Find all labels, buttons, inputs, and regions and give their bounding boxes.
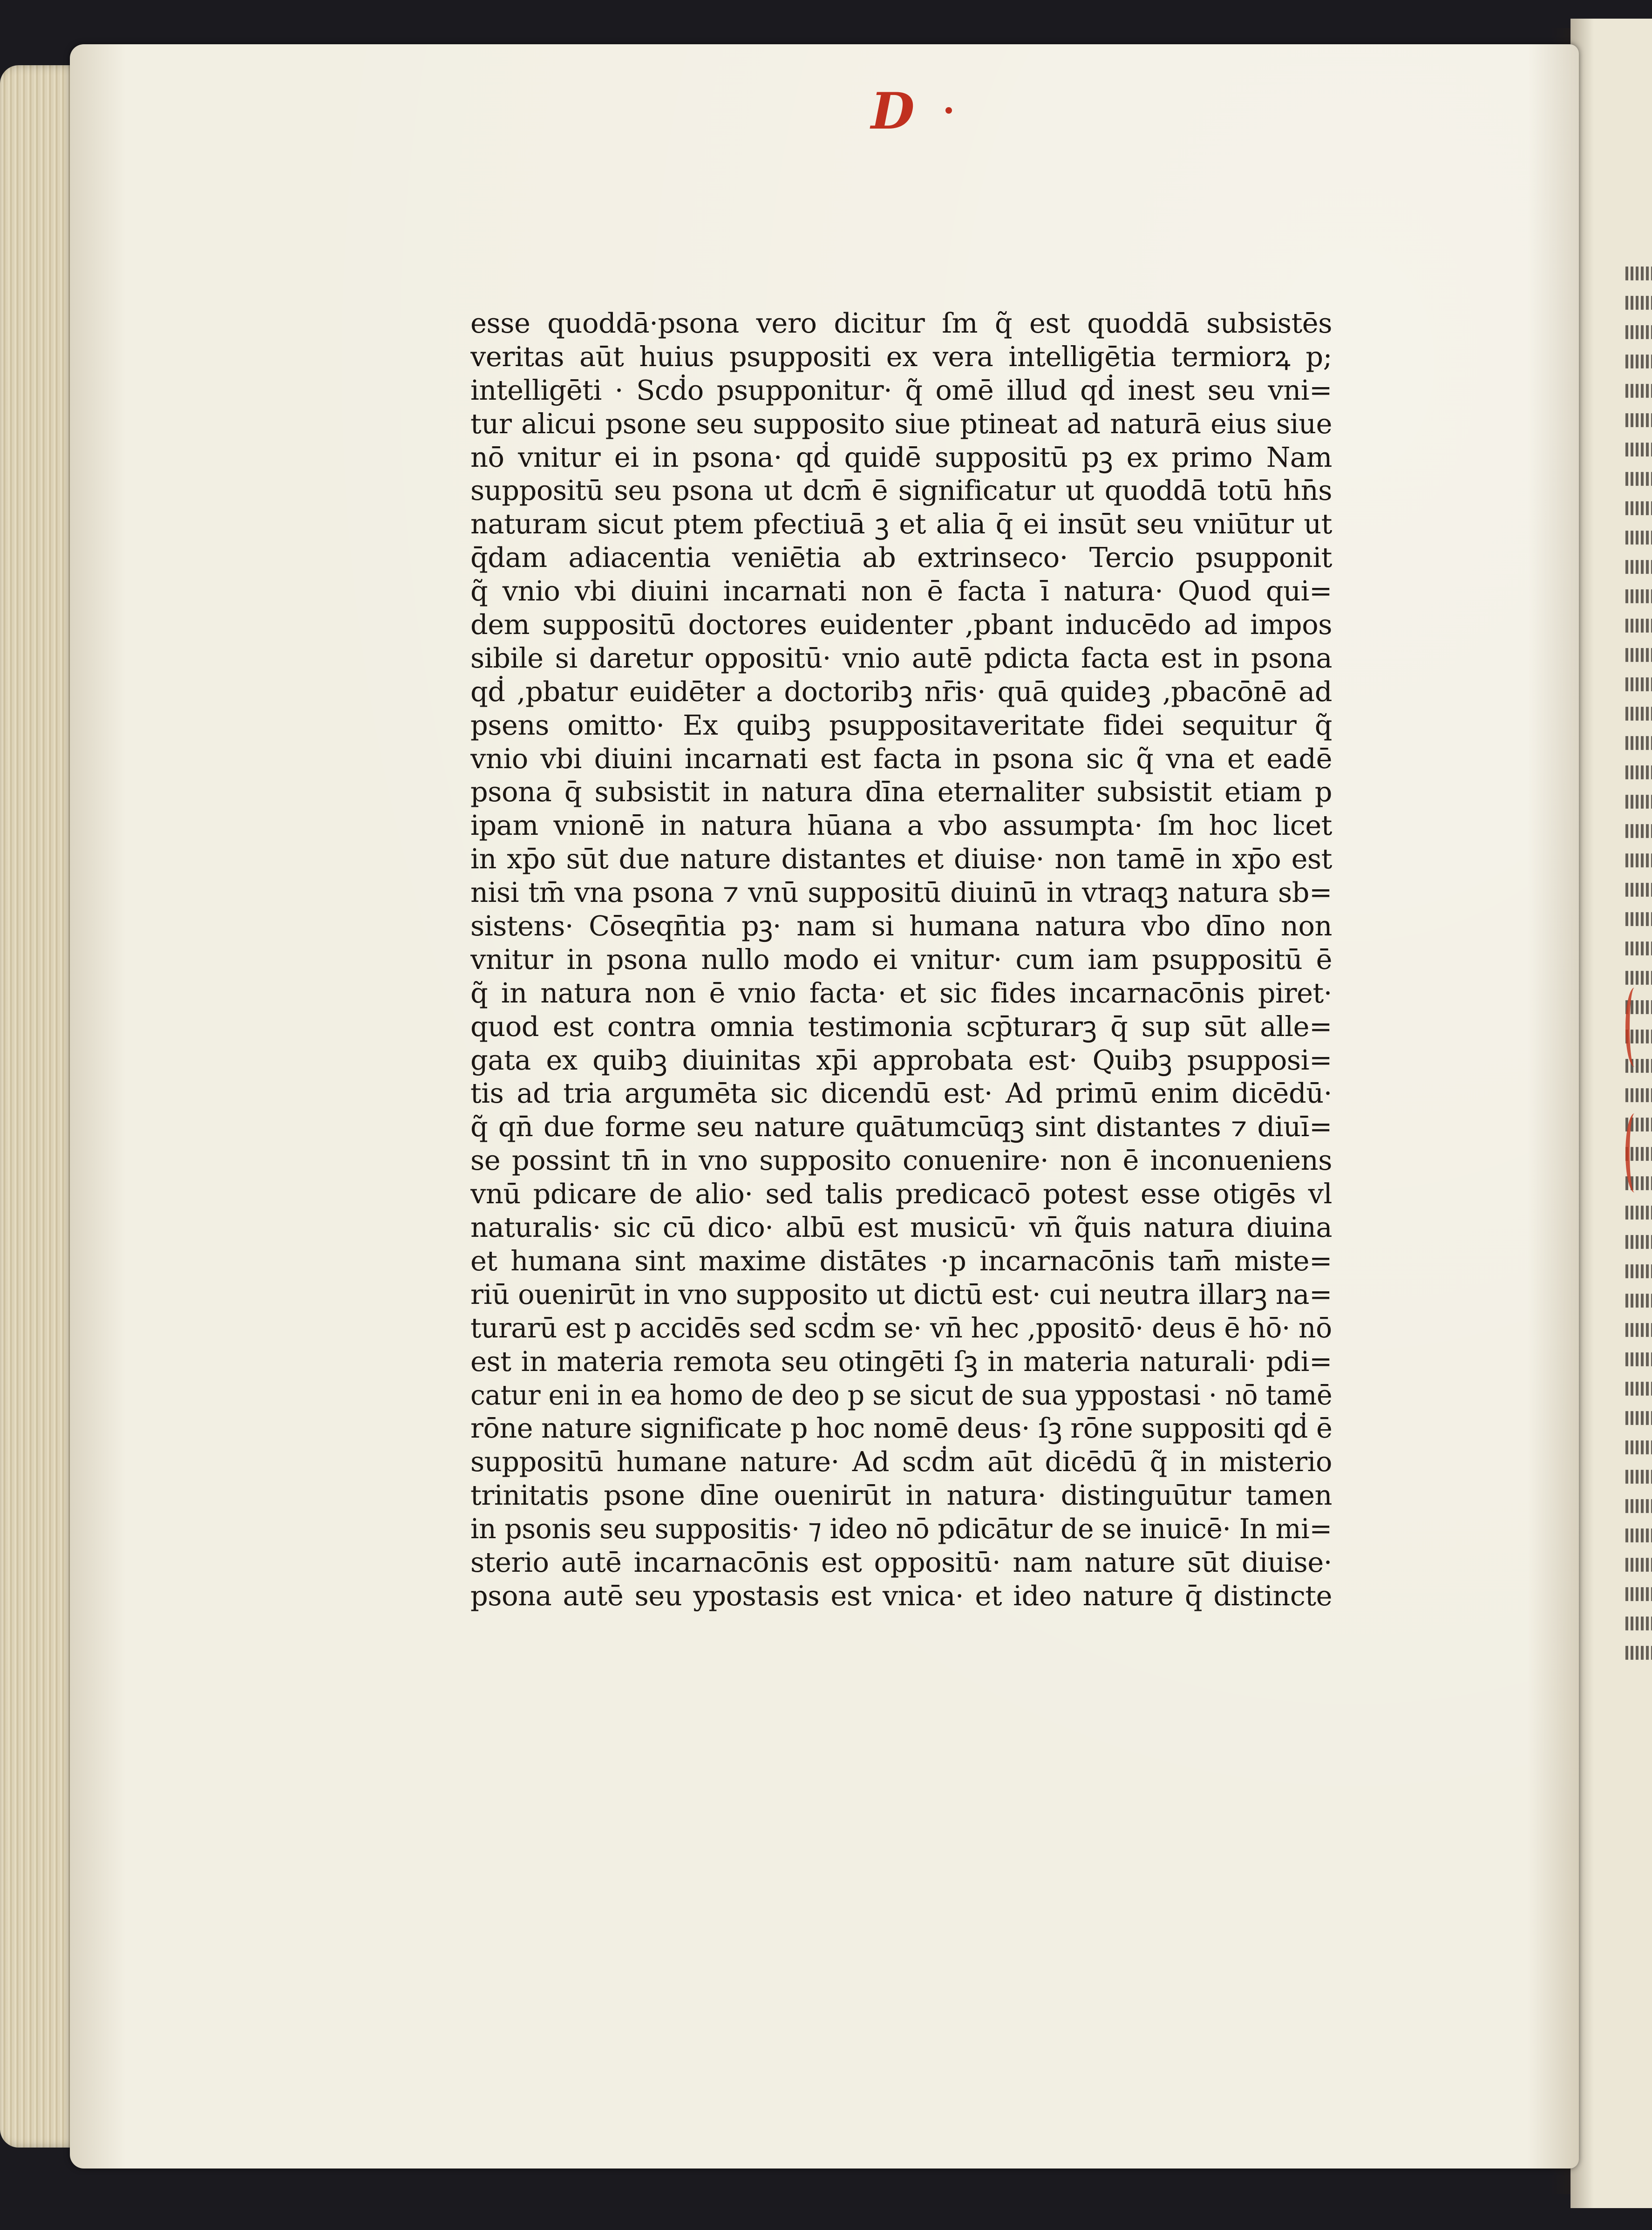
text-line: trinitatis psone dīne ouenirūt in natura· distinguūtur tamen (470, 1479, 1332, 1512)
text-line: in xp̄o sūt due nature distantes et diuise· non tamē in xp̄o est (470, 843, 1332, 875)
text-line: et humana sint maxime distātes ·p incarnacōnis tam̄ miste= (470, 1244, 1332, 1277)
text-line: tur alicui psone seu supposito siue ptineat ad naturā eius siue (470, 407, 1332, 440)
text-line: rōne nature significate p hoc nomē deus· ſꝫ rōne suppositi qḋ ē (470, 1412, 1332, 1445)
text-line: se possint tn̄ in vno supposito conuenire· non ē inconueniens (470, 1144, 1332, 1177)
facing-rubric-mark (1625, 988, 1644, 1067)
text-block (470, 307, 1332, 1613)
text-line: veritas aūt huius psuppositi ex vera intelligētia termiorꝝ p; (470, 340, 1332, 373)
text-line: qḋ ,pbatur euidēter a doctoribꝫ nr̄is· quā quideꝫ ,pbacōnē ad (470, 675, 1332, 708)
text-line: suppositū seu psona ut dcm̄ ē significatur ut quoddā totū hn̄s (470, 474, 1332, 507)
facing-page-text (1625, 261, 1652, 1705)
text-line: psona autē seu ypostasis est vnica· et ideo nature q̄ distincte (470, 1579, 1332, 1612)
text-line: naturam sicut ptem pfectiuā ꝫ et alia q̄ ei insūt seu vniūtur ut (470, 508, 1332, 540)
text-line: sibile si daretur oppositū· vnio autē pdicta facta est in psona (470, 641, 1332, 674)
text-line: sistens· Cōseqn̄tia pꝫ· nam si humana natura vbo dīno non (470, 910, 1332, 942)
text-line: est in materia remota seu otingēti ſꝫ in materia naturali· pdi= (470, 1345, 1332, 1378)
text-line: q̃ in natura non ē vnio facta· et sic fides incarnacōnis piret· (470, 976, 1332, 1009)
text-line: nisi tm̄ vna psona ⁊ vnū suppositū diuinū in vtraqꝫ natura sb= (470, 876, 1332, 909)
text-line: riū ouenirūt in vno supposito ut dictū est· cui neutra illarꝫ na= (470, 1278, 1332, 1310)
text-line: psona q̄ subsistit in natura dīna eternaliter subsistit etiam p (470, 776, 1332, 808)
facing-page (1570, 19, 1652, 2208)
text-line: q̄dam adiacentia veniētia ab extrinseco· Tercio psupponit (470, 541, 1332, 574)
text-line: vnitur in psona nullo modo ei vnitur· cum iam psuppositū ē (470, 943, 1332, 975)
text-line: in psonis seu suppositis· ⁊ ideo nō pdicātur de se inuicē· In mi= (470, 1513, 1332, 1545)
text-line: quod est contra omnia testimonia scp̄turarꝫ q̄ sup sūt alle= (470, 1010, 1332, 1043)
text-line: catur eni in ea homo de deo p se sicut de sua yppostasi · nō tamē (470, 1378, 1332, 1411)
text-line: esse quoddā·psona vero dicitur ſm q̃ est quoddā subsistēs (470, 307, 1332, 339)
text-line: vnio vbi diuini incarnati est facta in psona sic q̃ vna et eadē (470, 742, 1332, 775)
text-line: dem suppositū doctores euidenter ,pbant inducēdo ad impos (470, 608, 1332, 641)
text-line: suppositū humane nature· Ad scḋm aūt dicēdū q̃ in misterio (470, 1446, 1332, 1478)
text-line: psens omitto· Ex quibꝫ psuppositaveritate fidei sequitur q̃ (470, 709, 1332, 741)
text-line: q̃ qn̄ due forme seu nature quātumcūqꝫ sint distantes ⁊ diuī= (470, 1111, 1332, 1143)
text-line: intelligēti · Scḋo psupponitur· q̃ omē illud qḋ inest seu vni= (470, 374, 1332, 406)
signature-dot (945, 107, 952, 114)
text-line: sterio autē incarnacōnis est oppositū· nam nature sūt diuise· (470, 1546, 1332, 1578)
text-line: nō vnitur ei in psona· qḋ quidē suppositū pꝫ ex primo Nam (470, 441, 1332, 473)
facing-rubric-mark (1625, 1113, 1644, 1193)
text-line: tis ad tria argumēta sic dicendū est· Ad primū enim dicēdū· (470, 1077, 1332, 1110)
quire-signature: D (871, 82, 915, 141)
text-line: gata ex quibꝫ diuinitas xp̄i approbata est· Quibꝫ psupposi= (470, 1043, 1332, 1076)
text-line: vnū pdicare de alio· sed talis predicacō potest esse otigēs vl (470, 1178, 1332, 1210)
text-line: turarū est p accidēs sed scḋm se· vn̄ hec ,ppositō· deus ē hō· nō (470, 1311, 1332, 1344)
text-line: ipam vnionē in natura hūana a vbo assumpta· ſm hoc licet (470, 809, 1332, 842)
text-line: q̃ vnio vbi diuini incarnati non ē facta ī natura· Quod qui= (470, 575, 1332, 607)
text-line: naturalis· sic cū dico· albū est musicū· vn̄ q̃uis natura diuina (470, 1211, 1332, 1244)
